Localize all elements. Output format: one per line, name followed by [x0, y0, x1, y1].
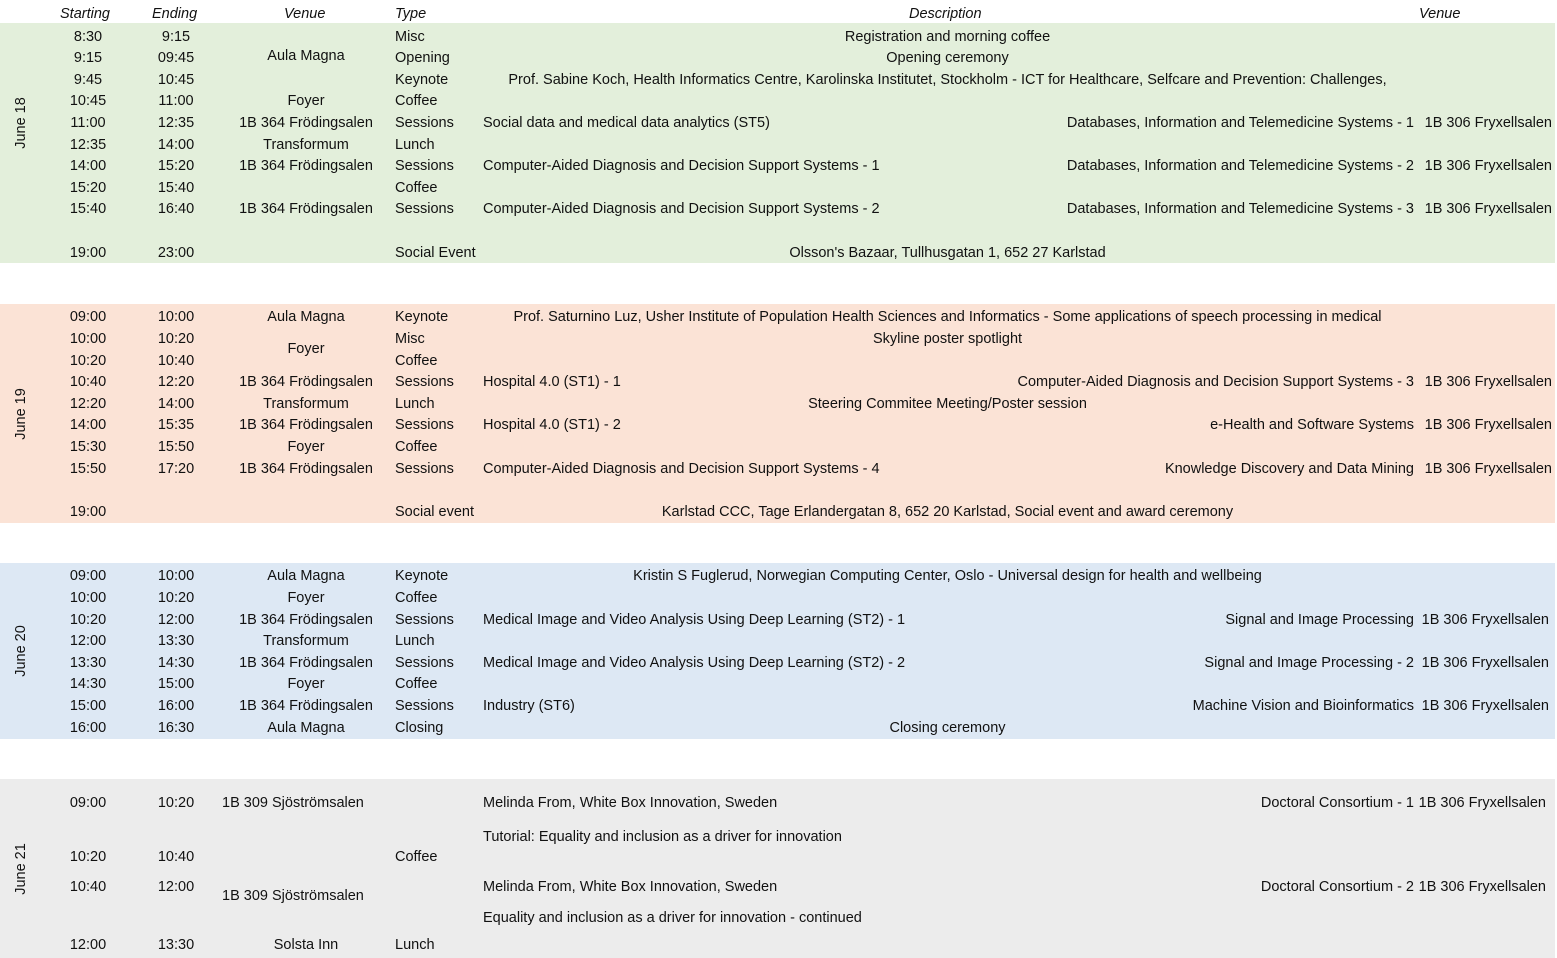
parallel-venue: 1B 306 Fryxellsalen — [1424, 417, 1552, 433]
end-time: 10:45 — [157, 72, 195, 88]
start-time: 19:00 — [69, 245, 107, 261]
start-time: 09:00 — [69, 309, 107, 325]
start-time: 10:20 — [69, 353, 107, 369]
table-row — [0, 329, 1557, 357]
parallel-venue: 1B 306 Fryxellsalen — [1424, 201, 1552, 217]
description: Karlstad CCC, Tage Erlandergatan 8, 652 20 Karlstad, Social event and award ceremony — [661, 504, 1234, 520]
end-time: 12:20 — [157, 374, 195, 390]
table-row — [0, 156, 1557, 177]
parallel-session: Signal and Image Processing - 2 — [1204, 655, 1414, 671]
event-type: Lunch — [395, 396, 435, 412]
venue: Aula Magna — [267, 720, 345, 736]
start-time: 14:00 — [69, 158, 107, 174]
parallel-venue: 1B 306 Fryxellsalen — [1418, 879, 1546, 895]
header-starting: Starting — [60, 6, 110, 22]
venue: Solsta Inn — [273, 937, 339, 953]
event-type: Keynote — [395, 309, 449, 325]
event-type: Coffee — [395, 180, 438, 196]
end-time: 9:15 — [161, 29, 191, 45]
parallel-venue: 1B 306 Fryxellsalen — [1424, 115, 1552, 131]
event-type: Social Event — [395, 245, 476, 261]
end-time: 14:00 — [157, 137, 195, 153]
table-row — [0, 70, 1557, 91]
start-time: 10:20 — [69, 612, 107, 628]
start-time: 15:40 — [69, 201, 107, 217]
header-venue-2: Venue — [1419, 6, 1461, 22]
event-type: Lunch — [395, 937, 435, 953]
start-time: 10:00 — [69, 590, 107, 606]
table-row — [0, 908, 1557, 929]
description: Medical Image and Video Analysis Using Deep Learning (ST2) - 2 — [483, 655, 906, 671]
venue: 1B 364 Frödingsalen — [239, 374, 373, 390]
day-block-june-21 — [0, 779, 1555, 958]
description: Medical Image and Video Analysis Using Deep Learning (ST2) - 1 — [483, 612, 906, 628]
parallel-venue: 1B 306 Fryxellsalen — [1424, 374, 1552, 390]
description: Prof. Saturnino Luz, Usher Institute of Population Health Sciences and Informatics - Some applications of speech processing in medical — [513, 309, 1382, 325]
event-type: Keynote — [395, 568, 449, 584]
parallel-venue: 1B 306 Fryxellsalen — [1421, 655, 1549, 671]
event-type: Sessions — [395, 612, 454, 628]
end-time: 15:35 — [157, 417, 195, 433]
description: Melinda From, White Box Innovation, Sweden — [483, 795, 778, 811]
end-time: 14:30 — [157, 655, 195, 671]
event-type: Sessions — [395, 698, 454, 714]
end-time: 16:00 — [157, 698, 195, 714]
venue: 1B 364 Frödingsalen — [239, 417, 373, 433]
venue: 1B 364 Frödingsalen — [239, 612, 373, 628]
event-type: Misc — [395, 29, 425, 45]
end-time: 10:20 — [157, 795, 195, 811]
venue: Aula Magna — [267, 48, 345, 64]
description: Tutorial: Equality and inclusion as a driver for innovation — [483, 829, 842, 845]
venue: 1B 309 Sjöströmsalen — [222, 795, 364, 811]
description: Industry (ST6) — [483, 698, 575, 714]
table-row — [0, 877, 1557, 904]
venue: 1B 364 Frödingsalen — [239, 158, 373, 174]
table-row — [0, 847, 1557, 868]
table-row — [0, 351, 1557, 372]
table-row — [0, 653, 1557, 674]
end-time: 17:20 — [157, 461, 195, 477]
end-time: 13:30 — [157, 937, 195, 953]
start-time: 13:30 — [69, 655, 107, 671]
event-type: Closing — [395, 720, 444, 736]
venue: 1B 309 Sjöströmsalen — [222, 888, 364, 904]
venue: 1B 364 Frödingsalen — [239, 698, 373, 714]
table-row — [0, 588, 1557, 609]
event-type: Lunch — [395, 633, 435, 649]
venue: 1B 364 Frödingsalen — [239, 201, 373, 217]
table-row — [0, 718, 1557, 739]
start-time: 10:40 — [69, 879, 107, 895]
header-venue: Venue — [284, 6, 326, 22]
venue: Transformum — [263, 633, 349, 649]
description: Olsson's Bazaar, Tullhusgatan 1, 652 27 Karlstad — [789, 245, 1106, 261]
table-row — [0, 935, 1557, 956]
start-time: 9:45 — [73, 72, 103, 88]
start-time: 10:40 — [69, 374, 107, 390]
table-row — [0, 48, 1557, 69]
start-time: 09:00 — [69, 795, 107, 811]
end-time: 14:00 — [157, 396, 195, 412]
description: Hospital 4.0 (ST1) - 1 — [483, 374, 621, 390]
venue: 1B 364 Frödingsalen — [239, 115, 373, 131]
parallel-session: Signal and Image Processing — [1225, 612, 1414, 628]
venue: Foyer — [287, 341, 325, 357]
end-time: 15:50 — [157, 439, 195, 455]
parallel-venue: 1B 306 Fryxellsalen — [1421, 612, 1549, 628]
table-row — [0, 674, 1557, 695]
end-time: 10:00 — [157, 568, 195, 584]
event-type: Social event — [395, 504, 474, 520]
event-type: Keynote — [395, 72, 449, 88]
table-row — [0, 394, 1557, 415]
header-description: Description — [909, 6, 982, 22]
venue: 1B 364 Frödingsalen — [239, 461, 373, 477]
venue: 1B 364 Frödingsalen — [239, 655, 373, 671]
table-row — [0, 199, 1557, 220]
event-type: Coffee — [395, 439, 438, 455]
table-row — [0, 243, 1557, 264]
day-block-june-19 — [0, 304, 1555, 523]
venue: Aula Magna — [267, 309, 345, 325]
end-time: 12:00 — [157, 879, 195, 895]
venue: Aula Magna — [267, 568, 345, 584]
parallel-session: Doctoral Consortium - 1 — [1260, 795, 1414, 811]
day-label: June 20 — [13, 625, 30, 677]
start-time: 11:00 — [70, 115, 106, 131]
start-time: 8:30 — [73, 29, 103, 45]
end-time: 10:00 — [157, 309, 195, 325]
parallel-session: Databases, Information and Telemedicine Systems - 2 — [1066, 158, 1414, 174]
end-time: 12:35 — [157, 115, 195, 131]
description: Kristin S Fuglerud, Norwegian Computing Center, Oslo - Universal design for health and wellbeing — [633, 568, 1262, 584]
description: Opening ceremony — [886, 50, 1009, 66]
event-type: Sessions — [395, 417, 454, 433]
start-time: 15:00 — [69, 698, 107, 714]
description: Melinda From, White Box Innovation, Sweden — [483, 879, 778, 895]
event-type: Coffee — [395, 676, 438, 692]
table-row — [0, 307, 1557, 328]
table-row — [0, 631, 1557, 652]
parallel-session: Databases, Information and Telemedicine Systems - 1 — [1066, 115, 1414, 131]
end-time: 16:40 — [157, 201, 195, 217]
venue: Transformum — [263, 396, 349, 412]
event-type: Coffee — [395, 590, 438, 606]
end-time: 23:00 — [157, 245, 195, 261]
table-row — [0, 372, 1557, 393]
parallel-venue: 1B 306 Fryxellsalen — [1421, 698, 1549, 714]
description: Computer-Aided Diagnosis and Decision Support Systems - 2 — [483, 201, 880, 217]
start-time: 14:30 — [69, 676, 107, 692]
table-row — [0, 135, 1557, 156]
description: Closing ceremony — [889, 720, 1006, 736]
event-type: Sessions — [395, 655, 454, 671]
table-row — [0, 566, 1557, 587]
start-time: 12:00 — [69, 633, 107, 649]
event-type: Coffee — [395, 849, 438, 865]
table-row — [0, 610, 1557, 631]
description: Computer-Aided Diagnosis and Decision Support Systems - 4 — [483, 461, 880, 477]
header-type: Type — [395, 6, 427, 22]
description: Hospital 4.0 (ST1) - 2 — [483, 417, 621, 433]
venue: Foyer — [287, 439, 325, 455]
table-row — [0, 793, 1557, 814]
parallel-session: Doctoral Consortium - 2 — [1260, 879, 1414, 895]
event-type: Sessions — [395, 115, 454, 131]
start-time: 12:35 — [69, 137, 107, 153]
start-time: 10:45 — [69, 93, 107, 109]
description: Prof. Sabine Koch, Health Informatics Centre, Karolinska Institutet, Stockholm - ICT for Healthcare, Selfcare and Prevention: Challenges, — [508, 72, 1387, 88]
start-time: 15:30 — [69, 439, 107, 455]
table-row — [0, 502, 1557, 523]
description: Registration and morning coffee — [844, 29, 1051, 45]
table-row — [0, 437, 1557, 458]
description: Social data and medical data analytics (ST5) — [483, 115, 770, 131]
event-type: Sessions — [395, 374, 454, 390]
event-type: Misc — [395, 331, 425, 347]
start-time: 10:00 — [69, 331, 107, 347]
parallel-session: Databases, Information and Telemedicine Systems - 3 — [1066, 201, 1414, 217]
description: Steering Commitee Meeting/Poster session — [808, 396, 1087, 412]
end-time: 15:20 — [157, 158, 195, 174]
end-time: 15:00 — [157, 676, 195, 692]
event-type: Sessions — [395, 461, 454, 477]
venue: Transformum — [263, 137, 349, 153]
day-label: June 18 — [13, 97, 30, 149]
parallel-session: Machine Vision and Bioinformatics — [1192, 698, 1414, 714]
start-time: 12:20 — [69, 396, 107, 412]
start-time: 16:00 — [69, 720, 107, 736]
parallel-session: e-Health and Software Systems — [1210, 417, 1414, 433]
day-label: June 21 — [13, 842, 30, 895]
start-time: 10:20 — [69, 849, 107, 865]
day-block-june-18 — [0, 23, 1555, 263]
day-label: June 19 — [13, 387, 30, 440]
parallel-venue: 1B 306 Fryxellsalen — [1424, 158, 1552, 174]
description: Equality and inclusion as a driver for innovation - continued — [483, 910, 862, 926]
end-time: 15:40 — [157, 180, 195, 196]
event-type: Opening — [395, 50, 450, 66]
table-row — [0, 113, 1557, 134]
table-row — [0, 415, 1557, 436]
end-time: 10:20 — [157, 590, 195, 606]
end-time: 11:00 — [158, 93, 194, 109]
end-time: 10:40 — [157, 353, 195, 369]
event-type: Sessions — [395, 158, 454, 174]
parallel-venue: 1B 306 Fryxellsalen — [1424, 461, 1552, 477]
event-type: Coffee — [395, 93, 438, 109]
end-time: 10:20 — [157, 331, 195, 347]
start-time: 09:00 — [69, 568, 107, 584]
venue: Foyer — [287, 590, 325, 606]
table-row — [0, 27, 1557, 48]
parallel-session: Computer-Aided Diagnosis and Decision Support Systems - 3 — [1017, 374, 1414, 390]
start-time: 12:00 — [69, 937, 107, 953]
day-block-june-20 — [0, 563, 1555, 739]
table-row — [0, 178, 1557, 199]
header-ending: Ending — [152, 6, 198, 22]
table-row — [0, 696, 1557, 717]
table-row — [0, 459, 1557, 480]
event-type: Coffee — [395, 353, 438, 369]
venue: Foyer — [287, 676, 325, 692]
venue: Foyer — [287, 93, 325, 109]
end-time: 09:45 — [157, 50, 195, 66]
description: Skyline poster spotlight — [872, 331, 1023, 347]
end-time: 16:30 — [157, 720, 195, 736]
event-type: Sessions — [395, 201, 454, 217]
parallel-session: Knowledge Discovery and Data Mining — [1164, 461, 1414, 477]
start-time: 14:00 — [69, 417, 107, 433]
table-row — [0, 827, 1557, 848]
table-row — [0, 91, 1557, 112]
event-type: Lunch — [395, 137, 435, 153]
end-time: 13:30 — [157, 633, 195, 649]
end-time: 12:00 — [157, 612, 195, 628]
start-time: 15:50 — [69, 461, 107, 477]
end-time: 10:40 — [157, 849, 195, 865]
description: Computer-Aided Diagnosis and Decision Support Systems - 1 — [483, 158, 880, 174]
parallel-venue: 1B 306 Fryxellsalen — [1418, 795, 1546, 811]
start-time: 19:00 — [69, 504, 107, 520]
start-time: 15:20 — [69, 180, 107, 196]
start-time: 9:15 — [73, 50, 103, 66]
